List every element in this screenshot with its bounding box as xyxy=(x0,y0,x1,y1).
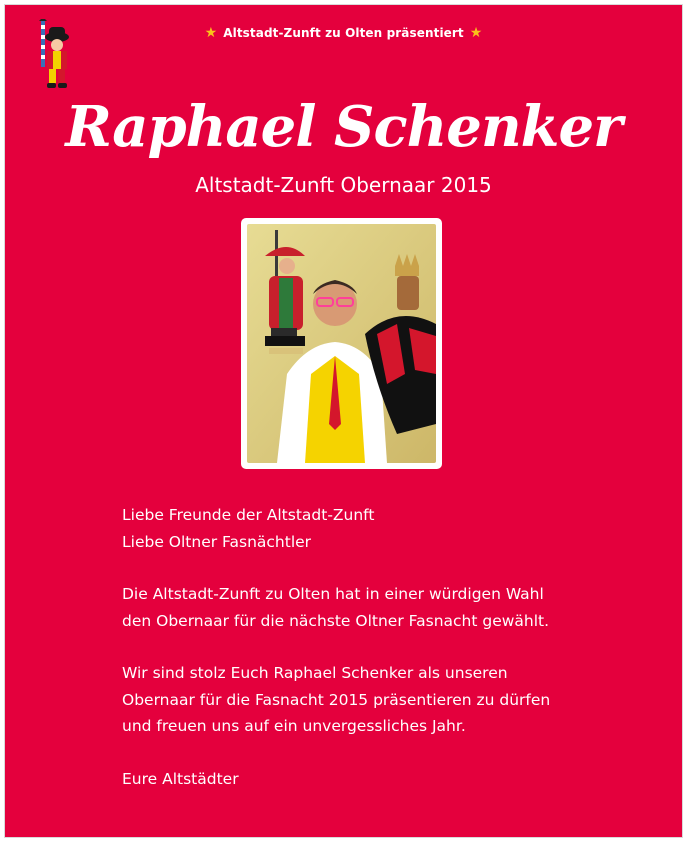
closing-paragraph xyxy=(122,766,622,793)
page-title: Raphael Schenker xyxy=(65,94,622,160)
announcement-paragraph xyxy=(122,581,622,634)
star-left-icon: ★ xyxy=(204,25,218,41)
greeting-line: Liebe Freunde der Altstadt-Zunft xyxy=(122,506,375,524)
star-right-icon: ★ xyxy=(469,25,483,41)
portrait-frame xyxy=(241,218,442,469)
pride-line: Obernaar für die Fasnacht 2015 präsentieren zu dürfen xyxy=(122,690,551,709)
presenter-text: Altstadt-Zunft zu Olten präsentiert xyxy=(223,26,464,40)
pride-line: Wir sind stolz Euch Raphael Schenker als unseren xyxy=(122,664,508,682)
closing-line: Eure Altstädter xyxy=(122,769,239,788)
presenter-line xyxy=(5,25,682,41)
portrait-photo xyxy=(247,224,436,463)
message-body xyxy=(122,502,622,818)
pride-line: und freuen uns auf ein unvergessliches Jahr. xyxy=(122,717,466,735)
announcement-line: den Obernaar für die nächste Oltner Fasnacht gewählt. xyxy=(122,611,550,630)
greeting-paragraph xyxy=(122,502,622,555)
pride-paragraph xyxy=(122,660,622,740)
page-subtitle: Altstadt-Zunft Obernaar 2015 xyxy=(195,173,492,197)
invitation-card xyxy=(5,5,682,837)
announcement-line: Die Altstadt-Zunft zu Olten hat in einer würdigen Wahl xyxy=(122,585,544,603)
greeting-line: Liebe Oltner Fasnächtler xyxy=(122,532,312,551)
